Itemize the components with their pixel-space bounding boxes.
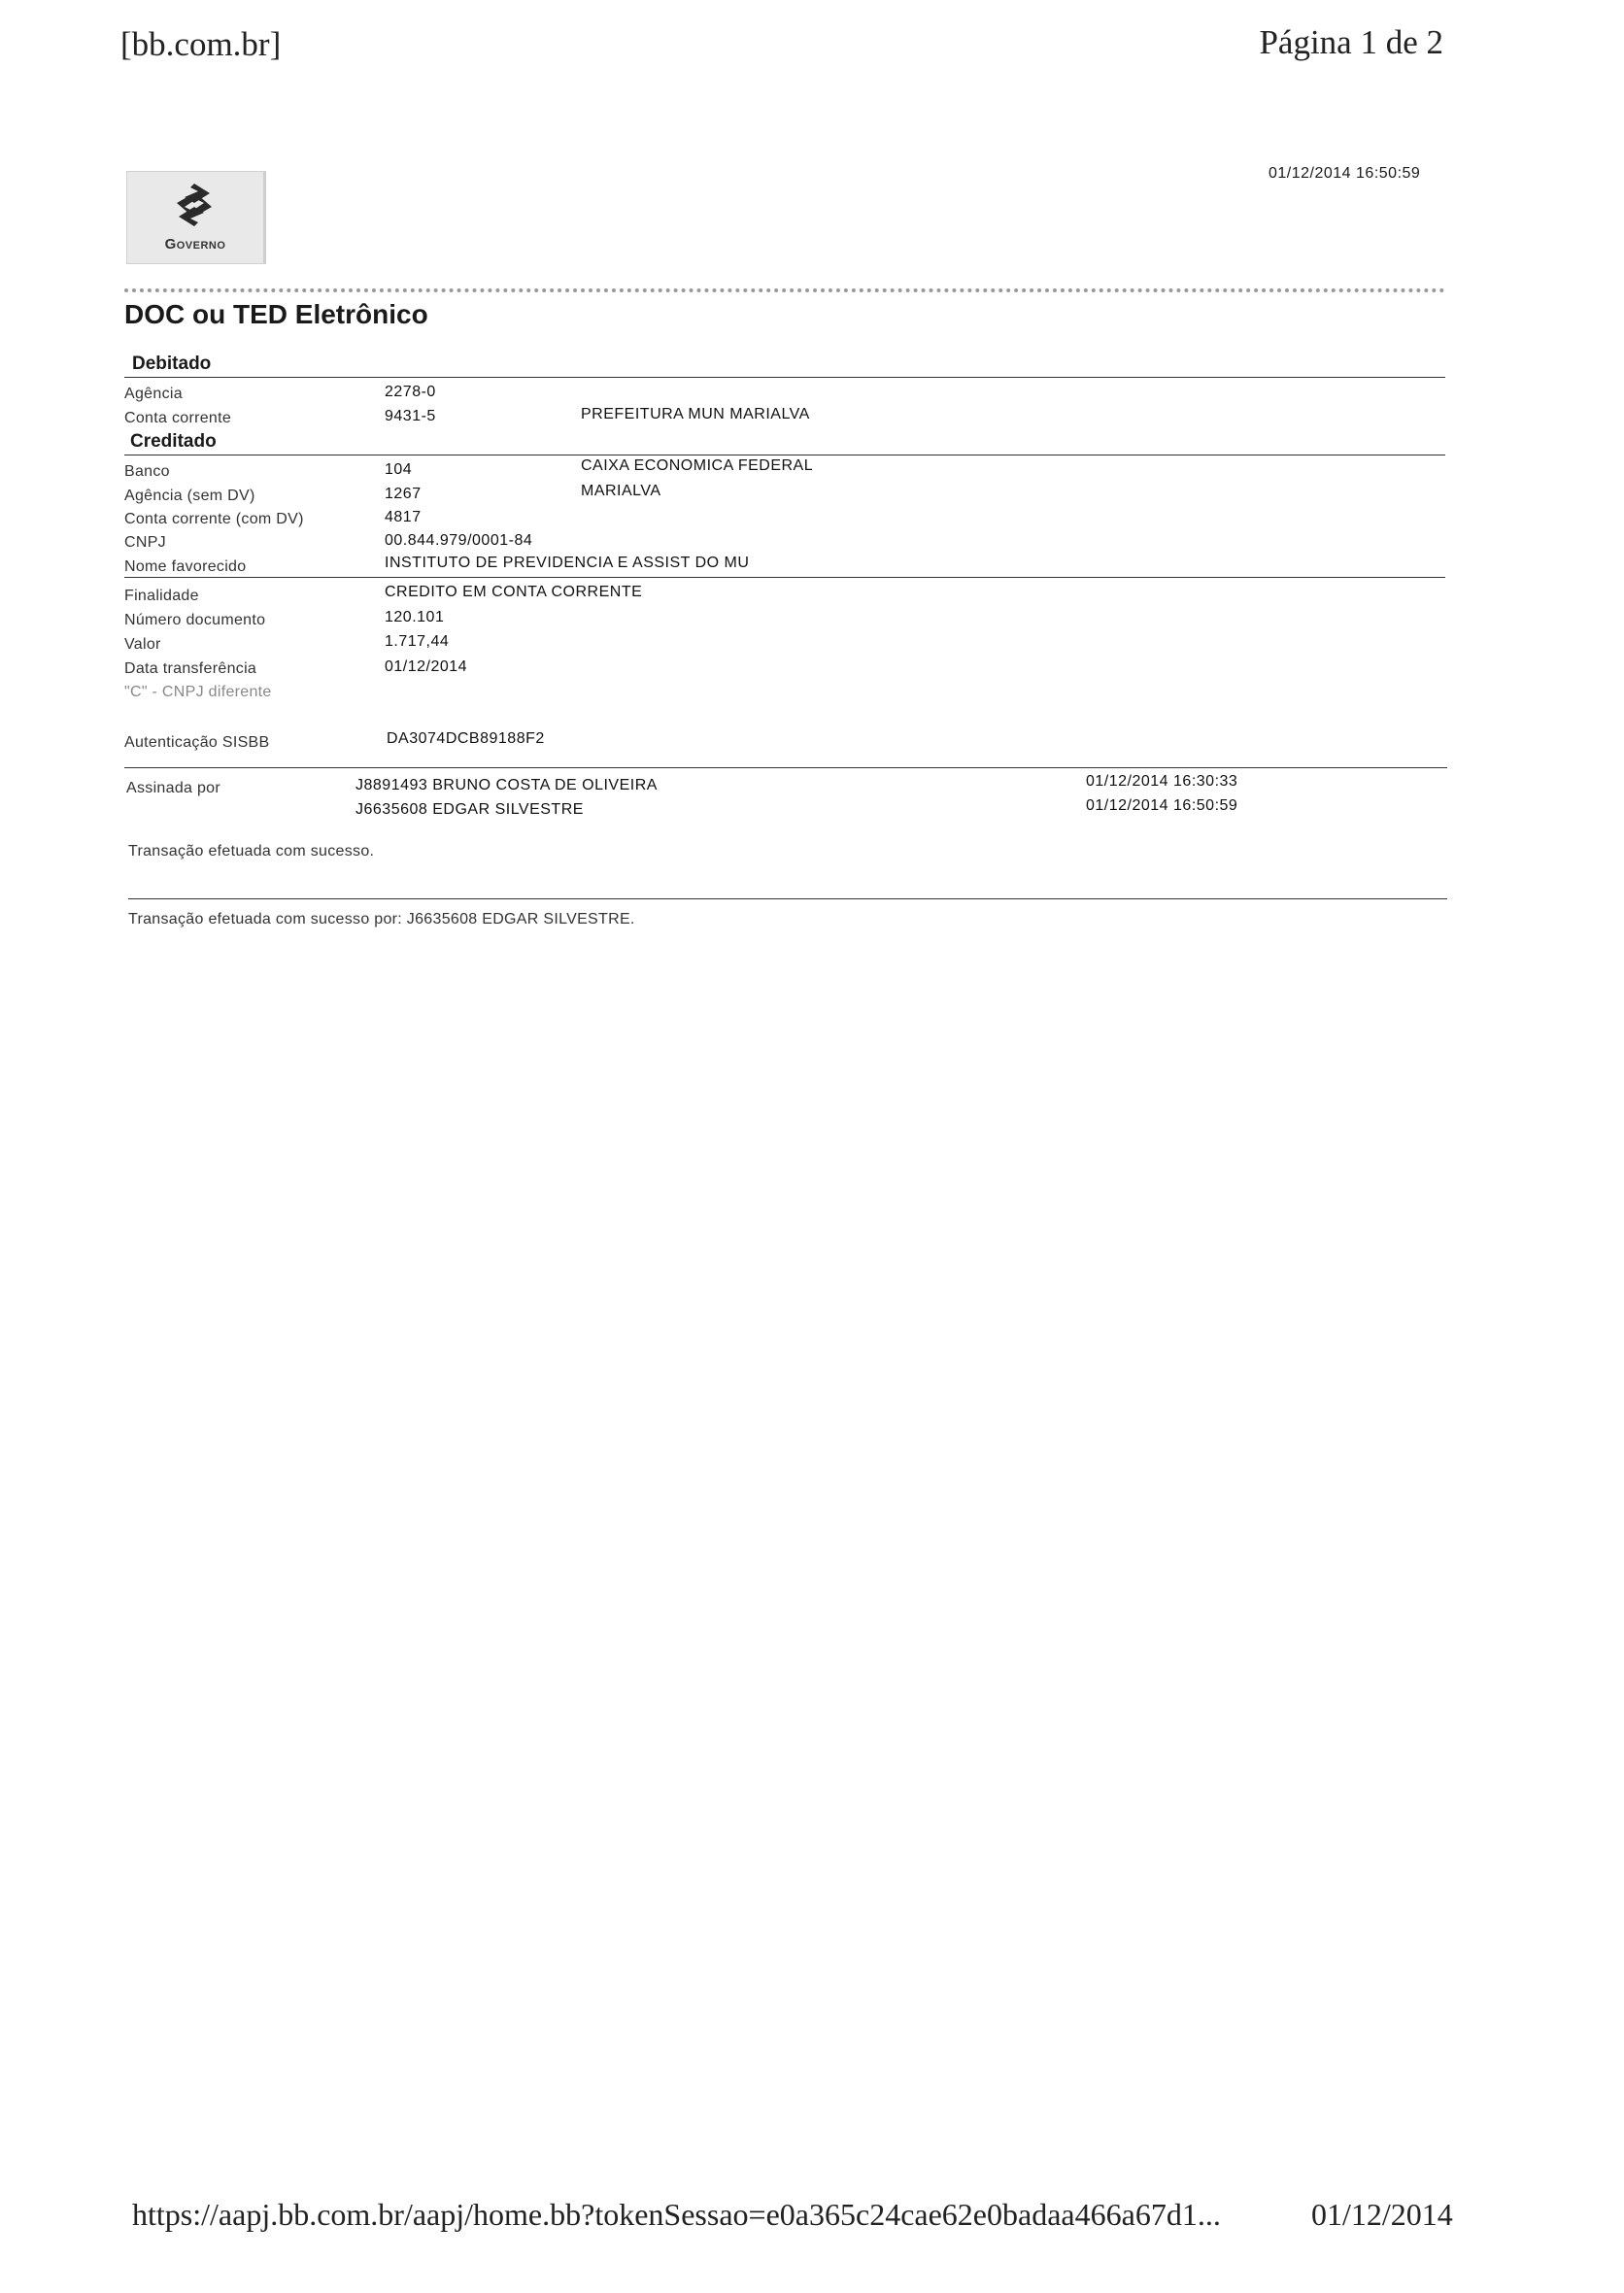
signer-name: J8891493 BRUNO COSTA DE OLIVEIRA [355, 777, 658, 793]
print-timestamp: 01/12/2014 16:50:59 [1269, 165, 1421, 182]
label-banco: Banco [124, 463, 170, 480]
value-agencia: 2278-0 [385, 384, 436, 400]
value-conta-corrente: 9431-5 [385, 408, 436, 424]
value-data-transferencia: 01/12/2014 [385, 658, 468, 675]
bb-logo-icon [171, 182, 218, 228]
label-data-transferencia: Data transferência [124, 660, 257, 677]
label-cnpj: CNPJ [124, 534, 166, 551]
status-message: Transação efetuada com sucesso. [128, 843, 375, 860]
label-valor: Valor [124, 636, 161, 653]
label-agencia-sem-dv: Agência (sem DV) [124, 488, 255, 504]
label-agencia: Agência [124, 386, 183, 402]
value-autenticacao: DA3074DCB89188F2 [387, 730, 545, 747]
divider [124, 377, 1445, 378]
value-conta-titular: PREFEITURA MUN MARIALVA [581, 406, 810, 422]
status-footer-message: Transação efetuada com sucesso por: J6635608 EDGAR SILVESTRE. [128, 911, 635, 927]
signer-datetime: 01/12/2014 16:30:33 [1086, 773, 1238, 790]
document-title: DOC ou TED Eletrônico [124, 299, 428, 329]
divider [124, 767, 1447, 768]
value-cnpj: 00.844.979/0001-84 [385, 532, 533, 549]
value-nome-favorecido: INSTITUTO DE PREVIDENCIA E ASSIST DO MU [385, 555, 750, 571]
signer-name: J6635608 EDGAR SILVESTRE [355, 801, 584, 818]
value-banco: 104 [385, 461, 413, 478]
value-finalidade: CREDITO EM CONTA CORRENTE [385, 584, 643, 600]
cnpj-note: "C" - CNPJ diferente [124, 684, 272, 700]
label-assinada-por: Assinada por [126, 780, 220, 796]
label-autenticacao: Autenticação SISBB [124, 734, 270, 751]
signer-datetime: 01/12/2014 16:50:59 [1086, 797, 1238, 814]
label-finalidade: Finalidade [124, 588, 199, 604]
label-nome-favorecido: Nome favorecido [124, 558, 247, 575]
page-number: Página 1 de 2 [1259, 23, 1443, 61]
value-valor: 1.717,44 [385, 633, 450, 650]
value-numero-documento: 120.101 [385, 609, 445, 625]
section-creditado: Creditado [130, 431, 217, 452]
label-numero-documento: Número documento [124, 612, 266, 628]
site-header: [bb.com.br] [120, 25, 282, 63]
title-separator [124, 288, 1445, 292]
footer-date: 01/12/2014 [1311, 2197, 1453, 2232]
value-agencia-nome: MARIALVA [581, 483, 661, 499]
page-url: https://aapj.bb.com.br/aapj/home.bb?tokenSessao=e0a365c24cae62e0badaa466a67d1... [132, 2197, 1221, 2232]
section-debitado: Debitado [132, 354, 212, 374]
label-conta-com-dv: Conta corrente (com DV) [124, 511, 304, 527]
governo-logo [126, 171, 266, 264]
logo-label: Governo [164, 236, 226, 253]
value-banco-nome: CAIXA ECONOMICA FEDERAL [581, 457, 814, 474]
divider [128, 898, 1447, 899]
value-conta-com-dv: 4817 [385, 509, 422, 525]
value-agencia-sem-dv: 1267 [385, 486, 422, 502]
label-conta-corrente: Conta corrente [124, 410, 232, 426]
divider [124, 577, 1445, 578]
